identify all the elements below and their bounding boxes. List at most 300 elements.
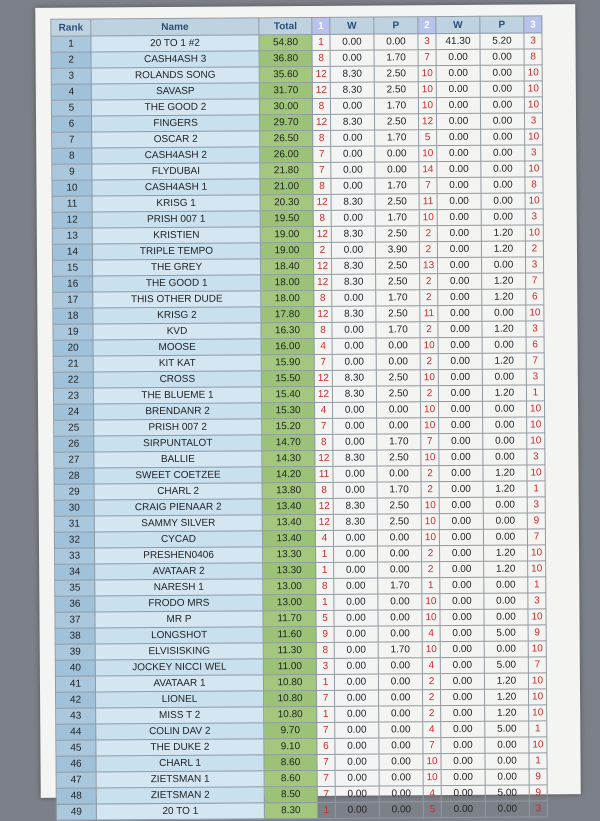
race-1-place-cell: 1.70: [375, 210, 419, 226]
total-cell: 21.80: [260, 162, 313, 178]
race-1-pick-cell: 12: [315, 514, 333, 530]
race-2-win-cell: 0.00: [439, 465, 483, 481]
rank-cell: 47: [56, 772, 96, 788]
race-1-place-cell: 0.00: [376, 354, 420, 370]
race-1-win-cell: 0.00: [332, 354, 376, 370]
race-2-pick-cell: 10: [418, 82, 436, 98]
total-cell: 19.50: [260, 210, 313, 226]
race-1-pick-cell: 8: [315, 482, 333, 498]
race-1-win-cell: 0.00: [335, 802, 379, 818]
race-1-place-cell: 0.00: [377, 402, 421, 418]
race-1-place-cell: 1.70: [378, 578, 422, 594]
total-cell: 10.80: [264, 706, 317, 722]
rank-cell: 20: [53, 340, 93, 356]
rank-cell: 46: [56, 756, 96, 772]
race-2-place-cell: 0.00: [482, 369, 526, 385]
race-1-place-cell: 2.50: [377, 498, 421, 514]
race-1-win-cell: 0.00: [334, 642, 378, 658]
rank-cell: 34: [55, 564, 95, 580]
race-3-pick-cell: 10: [528, 545, 546, 561]
race-1-pick-cell: 1: [316, 546, 334, 562]
race-1-win-cell: 0.00: [334, 546, 378, 562]
rank-cell: 5: [51, 100, 91, 116]
rank-cell: 21: [53, 356, 93, 372]
rank-cell: 8: [52, 148, 92, 164]
race-1-pick-cell: 7: [317, 754, 335, 770]
race-2-pick-cell: 1: [422, 578, 440, 594]
total-cell: 8.60: [264, 770, 317, 786]
rank-cell: 42: [56, 692, 96, 708]
name-cell: CHARL 1: [96, 755, 264, 772]
name-cell: KRISG 1: [92, 195, 260, 212]
total-cell: 9.70: [264, 722, 317, 738]
race-1-place-cell: 0.00: [378, 594, 422, 610]
total-cell: 10.80: [264, 690, 317, 706]
race-1-win-cell: 0.00: [330, 34, 374, 50]
race-2-pick-cell: 2: [419, 226, 437, 242]
race-1-place-cell: 1.70: [378, 642, 422, 658]
name-cell: PRESHEN0406: [95, 547, 263, 564]
race-1-pick-cell: 12: [312, 66, 330, 82]
race-2-place-cell: 0.00: [480, 113, 524, 129]
race-2-win-cell: 0.00: [438, 353, 482, 369]
race-2-pick-cell: 7: [421, 434, 439, 450]
race-2-pick-cell: 10: [418, 98, 436, 114]
race-1-place-cell: 0.00: [379, 786, 423, 802]
race-2-place-cell: 1.20: [484, 545, 528, 561]
race-1-win-cell: 0.00: [335, 690, 379, 706]
race-2-pick-cell: 2: [422, 674, 440, 690]
total-cell: 14.20: [262, 466, 315, 482]
race-3-pick-cell: 10: [525, 129, 543, 145]
race-1-pick-cell: 1: [316, 674, 334, 690]
race-1-place-cell: 0.00: [378, 546, 422, 562]
race-1-pick-cell: 12: [315, 498, 333, 514]
total-cell: 35.60: [259, 66, 312, 82]
race-1-place-cell: 2.50: [377, 514, 421, 530]
race-2-place-cell: 0.00: [483, 449, 527, 465]
race-2-win-cell: 0.00: [440, 625, 484, 641]
race-3-pick-cell: 10: [525, 225, 543, 241]
name-cell: KVD: [93, 323, 261, 340]
race-1-place-cell: 2.50: [375, 226, 419, 242]
race-1-place-cell: 0.00: [377, 418, 421, 434]
rank-cell: 22: [53, 372, 93, 388]
race-1-place-cell: 0.00: [374, 34, 418, 50]
rank-cell: 14: [52, 244, 92, 260]
rank-cell: 16: [53, 276, 93, 292]
rank-cell: 39: [55, 644, 95, 660]
total-cell: 11.00: [263, 658, 316, 674]
race-1-win-cell: 0.00: [333, 418, 377, 434]
total-cell: 13.00: [263, 594, 316, 610]
race-2-pick-cell: 10: [420, 338, 438, 354]
race-1-place-cell: 2.50: [376, 370, 420, 386]
race-1-win-cell: 0.00: [330, 50, 374, 66]
race-2-place-cell: 0.00: [481, 145, 525, 161]
race-3-pick-cell: 9: [529, 785, 547, 801]
total-cell: 15.20: [262, 418, 315, 434]
race-2-win-cell: 0.00: [438, 273, 482, 289]
total-cell: 15.50: [261, 370, 314, 386]
race-3-pick-cell: 3: [524, 113, 542, 129]
race-1-pick-cell: 1: [316, 594, 334, 610]
race-2-win-cell: 0.00: [441, 753, 485, 769]
race-1-place-cell: 2.50: [375, 194, 419, 210]
race-2-win-cell: 0.00: [437, 129, 481, 145]
rank-cell: 35: [55, 580, 95, 596]
race-1-win-cell: 8.30: [332, 306, 376, 322]
race-2-win-cell: 0.00: [438, 257, 482, 273]
rank-cell: 25: [54, 420, 94, 436]
race-1-pick-cell: 8: [315, 434, 333, 450]
race-1-pick-cell: 4: [315, 402, 333, 418]
name-cell: KIT KAT: [93, 355, 261, 372]
race-2-pick-cell: 11: [420, 306, 438, 322]
race-3-pick-cell: 7: [528, 657, 546, 673]
race-3-pick-cell: 10: [525, 193, 543, 209]
col-header-name: Name: [91, 18, 259, 36]
race-2-place-cell: 0.00: [481, 209, 525, 225]
race-2-win-cell: 0.00: [441, 705, 485, 721]
race-2-win-cell: 0.00: [440, 609, 484, 625]
race-2-win-cell: 0.00: [437, 225, 481, 241]
race-1-pick-cell: 2: [313, 242, 331, 258]
race-2-pick-cell: 10: [421, 514, 439, 530]
race-1-win-cell: 0.00: [333, 482, 377, 498]
race-2-pick-cell: 2: [420, 386, 438, 402]
race-2-win-cell: 0.00: [439, 481, 483, 497]
rank-cell: 48: [56, 788, 96, 804]
race-1-place-cell: 0.00: [379, 706, 423, 722]
race-2-pick-cell: 2: [421, 466, 439, 482]
race-2-win-cell: 0.00: [436, 113, 480, 129]
race-3-pick-cell: 10: [524, 65, 542, 81]
race-1-win-cell: 0.00: [335, 738, 379, 754]
race-2-pick-cell: 5: [419, 130, 437, 146]
race-2-pick-cell: 2: [423, 706, 441, 722]
name-cell: FRODO MRS: [95, 595, 263, 612]
race-2-pick-cell: 13: [420, 258, 438, 274]
race-2-place-cell: 1.20: [482, 289, 526, 305]
table-row: [56, 801, 547, 820]
rank-cell: 9: [52, 164, 92, 180]
total-cell: 19.00: [260, 226, 313, 242]
race-2-place-cell: 5.00: [485, 721, 529, 737]
race-1-win-cell: 8.30: [332, 274, 376, 290]
race-1-pick-cell: 9: [316, 626, 334, 642]
race-2-place-cell: 0.00: [483, 529, 527, 545]
race-2-pick-cell: 10: [422, 642, 440, 658]
race-2-place-cell: 0.00: [480, 97, 524, 113]
race-3-pick-cell: 6: [526, 289, 544, 305]
rank-cell: 17: [53, 292, 93, 308]
race-2-pick-cell: 2: [419, 242, 437, 258]
name-cell: SAVASP: [91, 83, 259, 100]
race-1-pick-cell: 12: [315, 450, 333, 466]
race-2-place-cell: 5.20: [480, 33, 524, 49]
rank-cell: 43: [56, 708, 96, 724]
name-cell: ZIETSMAN 2: [96, 787, 264, 804]
total-cell: 19.00: [260, 242, 313, 258]
race-2-pick-cell: 10: [421, 530, 439, 546]
race-1-place-cell: 0.00: [376, 338, 420, 354]
race-2-win-cell: 0.00: [437, 161, 481, 177]
race-1-win-cell: 0.00: [334, 578, 378, 594]
race-2-pick-cell: 10: [419, 210, 437, 226]
race-2-place-cell: 5.00: [485, 785, 529, 801]
race-3-pick-cell: 6: [526, 337, 544, 353]
race-2-win-cell: 0.00: [441, 737, 485, 753]
race-1-place-cell: 0.00: [379, 722, 423, 738]
race-1-place-cell: 0.00: [378, 658, 422, 674]
race-2-win-cell: 0.00: [440, 641, 484, 657]
race-3-pick-cell: 9: [529, 769, 547, 785]
race-2-place-cell: 1.20: [483, 481, 527, 497]
race-1-pick-cell: 7: [313, 162, 331, 178]
rank-cell: 40: [55, 660, 95, 676]
total-cell: 26.50: [260, 130, 313, 146]
race-2-win-cell: 0.00: [437, 209, 481, 225]
race-1-win-cell: 8.30: [330, 66, 374, 82]
name-cell: CHARL 2: [94, 483, 262, 500]
race-2-win-cell: 0.00: [436, 65, 480, 81]
race-1-place-cell: 0.00: [379, 770, 423, 786]
name-cell: SWEET COETZEE: [94, 467, 262, 484]
race-3-pick-cell: 10: [527, 417, 545, 433]
rank-cell: 38: [55, 628, 95, 644]
race-1-win-cell: 0.00: [335, 754, 379, 770]
race-3-pick-cell: 3: [527, 497, 545, 513]
race-2-pick-cell: 2: [423, 690, 441, 706]
race-3-pick-cell: 7: [527, 529, 545, 545]
race-2-win-cell: 0.00: [439, 433, 483, 449]
name-cell: AVATAAR 1: [95, 675, 263, 692]
race-3-pick-cell: 1: [529, 721, 547, 737]
race-3-pick-cell: 3: [528, 593, 546, 609]
name-cell: THIS OTHER DUDE: [93, 291, 261, 308]
race-3-pick-cell: 9: [527, 513, 545, 529]
race-2-win-cell: 0.00: [441, 801, 485, 817]
race-2-place-cell: 0.00: [480, 49, 524, 65]
name-cell: ROLANDS SONG: [91, 67, 259, 84]
race-1-win-cell: 0.00: [333, 434, 377, 450]
race-3-pick-cell: 10: [529, 689, 547, 705]
race-2-pick-cell: 2: [421, 482, 439, 498]
race-1-win-cell: 0.00: [331, 178, 375, 194]
total-cell: 20.30: [260, 194, 313, 210]
race-2-win-cell: 0.00: [436, 81, 480, 97]
name-cell: ELVISISKING: [95, 643, 263, 660]
total-cell: 13.40: [262, 498, 315, 514]
race-1-place-cell: 2.50: [376, 306, 420, 322]
race-1-win-cell: 0.00: [334, 594, 378, 610]
total-cell: 29.70: [260, 114, 313, 130]
race-3-pick-cell: 3: [526, 321, 544, 337]
name-cell: CROSS: [93, 371, 261, 388]
total-cell: 36.80: [259, 50, 312, 66]
race-1-win-cell: 0.00: [334, 626, 378, 642]
race-1-place-cell: 1.70: [375, 130, 419, 146]
race-2-win-cell: 0.00: [438, 305, 482, 321]
race-2-win-cell: 0.00: [437, 177, 481, 193]
printed-sheet: [35, 4, 581, 818]
race-3-pick-cell: 1: [527, 481, 545, 497]
race-2-place-cell: 0.00: [483, 513, 527, 529]
col-header-win-1: W: [330, 17, 374, 34]
race-1-pick-cell: 12: [312, 114, 330, 130]
race-1-place-cell: 3.90: [375, 242, 419, 258]
race-3-pick-cell: 3: [524, 33, 542, 49]
total-cell: 17.80: [261, 306, 314, 322]
race-1-win-cell: 0.00: [331, 210, 375, 226]
name-cell: KRISTIEN: [92, 227, 260, 244]
name-cell: OSCAR 2: [92, 131, 260, 148]
name-cell: JOCKEY NICCI WEL: [95, 659, 263, 676]
race-1-win-cell: 0.00: [335, 770, 379, 786]
race-2-win-cell: 0.00: [439, 513, 483, 529]
race-1-pick-cell: 1: [312, 34, 330, 50]
race-3-pick-cell: 9: [528, 625, 546, 641]
total-cell: 13.40: [262, 514, 315, 530]
race-2-place-cell: 0.00: [484, 641, 528, 657]
race-2-win-cell: 0.00: [439, 497, 483, 513]
name-cell: MOOSE: [93, 339, 261, 356]
name-cell: PRISH 007 1: [92, 211, 260, 228]
race-2-win-cell: 0.00: [441, 785, 485, 801]
race-2-place-cell: 1.20: [484, 673, 528, 689]
race-2-win-cell: 0.00: [440, 593, 484, 609]
race-1-win-cell: 0.00: [331, 242, 375, 258]
race-2-pick-cell: 10: [421, 450, 439, 466]
race-1-place-cell: 1.70: [376, 290, 420, 306]
race-2-place-cell: 0.00: [482, 305, 526, 321]
race-1-place-cell: 0.00: [375, 146, 419, 162]
race-2-place-cell: 0.00: [481, 161, 525, 177]
rank-cell: 26: [54, 436, 94, 452]
total-cell: 13.30: [263, 546, 316, 562]
race-1-pick-cell: 7: [317, 690, 335, 706]
name-cell: AVATAAR 2: [95, 563, 263, 580]
race-1-win-cell: 8.30: [330, 82, 374, 98]
race-2-place-cell: 0.00: [482, 337, 526, 353]
race-1-win-cell: 8.30: [331, 226, 375, 242]
name-cell: THE GOOD 1: [93, 275, 261, 292]
race-1-place-cell: 0.00: [378, 626, 422, 642]
rank-cell: 7: [52, 132, 92, 148]
table-body: [51, 33, 547, 820]
race-1-place-cell: 0.00: [379, 738, 423, 754]
race-1-pick-cell: 8: [313, 130, 331, 146]
total-cell: 26.00: [260, 146, 313, 162]
col-header-race-3: 3: [524, 16, 542, 33]
total-cell: 14.70: [262, 434, 315, 450]
race-1-win-cell: 0.00: [335, 786, 379, 802]
rank-cell: 10: [52, 180, 92, 196]
race-1-pick-cell: 4: [314, 338, 332, 354]
race-1-pick-cell: 8: [312, 98, 330, 114]
race-3-pick-cell: 2: [525, 241, 543, 257]
race-2-place-cell: 1.20: [481, 241, 525, 257]
race-2-place-cell: 0.00: [484, 593, 528, 609]
race-2-pick-cell: 2: [420, 290, 438, 306]
race-2-place-cell: 0.00: [480, 65, 524, 81]
race-1-win-cell: 0.00: [334, 562, 378, 578]
race-1-pick-cell: 5: [316, 610, 334, 626]
total-cell: 18.00: [261, 274, 314, 290]
race-1-win-cell: 0.00: [331, 130, 375, 146]
race-2-place-cell: 0.00: [483, 417, 527, 433]
race-2-win-cell: 0.00: [438, 289, 482, 305]
race-3-pick-cell: 10: [527, 465, 545, 481]
race-2-place-cell: 0.00: [481, 177, 525, 193]
race-3-pick-cell: 10: [524, 97, 542, 113]
race-2-place-cell: 1.20: [484, 561, 528, 577]
race-1-pick-cell: 11: [315, 466, 333, 482]
race-1-place-cell: 1.70: [374, 50, 418, 66]
race-2-place-cell: 5.00: [484, 657, 528, 673]
race-1-pick-cell: 8: [314, 290, 332, 306]
name-cell: CASH4ASH 3: [91, 51, 259, 68]
race-3-pick-cell: 7: [526, 353, 544, 369]
race-1-place-cell: 0.00: [377, 466, 421, 482]
total-cell: 9.10: [264, 738, 317, 754]
name-cell: MR P: [95, 611, 263, 628]
race-1-place-cell: 2.50: [376, 274, 420, 290]
race-2-place-cell: 1.20: [482, 353, 526, 369]
rank-cell: 41: [55, 676, 95, 692]
race-2-win-cell: 0.00: [437, 145, 481, 161]
race-1-place-cell: 1.70: [377, 482, 421, 498]
race-2-place-cell: 1.20: [483, 465, 527, 481]
race-1-pick-cell: 12: [313, 194, 331, 210]
race-2-pick-cell: 10: [423, 754, 441, 770]
race-2-pick-cell: 4: [423, 722, 441, 738]
total-cell: 15.90: [261, 354, 314, 370]
race-3-pick-cell: 3: [527, 449, 545, 465]
race-1-place-cell: 0.00: [375, 162, 419, 178]
race-3-pick-cell: 3: [525, 145, 543, 161]
total-cell: 16.30: [261, 322, 314, 338]
race-3-pick-cell: 10: [528, 673, 546, 689]
col-header-rank: Rank: [51, 19, 91, 36]
race-1-pick-cell: 4: [315, 530, 333, 546]
race-1-place-cell: 2.50: [374, 82, 418, 98]
race-1-win-cell: 8.30: [333, 514, 377, 530]
rank-cell: 37: [55, 612, 95, 628]
name-cell: KRISG 2: [93, 307, 261, 324]
race-1-win-cell: 0.00: [332, 322, 376, 338]
race-2-win-cell: 0.00: [438, 337, 482, 353]
race-3-pick-cell: 8: [525, 177, 543, 193]
race-1-pick-cell: 6: [317, 738, 335, 754]
race-1-win-cell: 0.00: [335, 722, 379, 738]
race-2-win-cell: 0.00: [438, 321, 482, 337]
race-3-pick-cell: 1: [526, 385, 544, 401]
race-2-pick-cell: 11: [419, 194, 437, 210]
race-1-win-cell: 0.00: [332, 338, 376, 354]
name-cell: TRIPLE TEMPO: [92, 243, 260, 260]
race-1-pick-cell: 7: [317, 770, 335, 786]
race-1-pick-cell: 8: [312, 50, 330, 66]
race-2-pick-cell: 4: [423, 786, 441, 802]
race-3-pick-cell: 3: [525, 209, 543, 225]
race-2-pick-cell: 10: [421, 418, 439, 434]
race-1-pick-cell: 12: [314, 274, 332, 290]
name-cell: CASH4ASH 1: [92, 179, 260, 196]
race-2-pick-cell: 2: [420, 322, 438, 338]
race-1-place-cell: 0.00: [377, 530, 421, 546]
